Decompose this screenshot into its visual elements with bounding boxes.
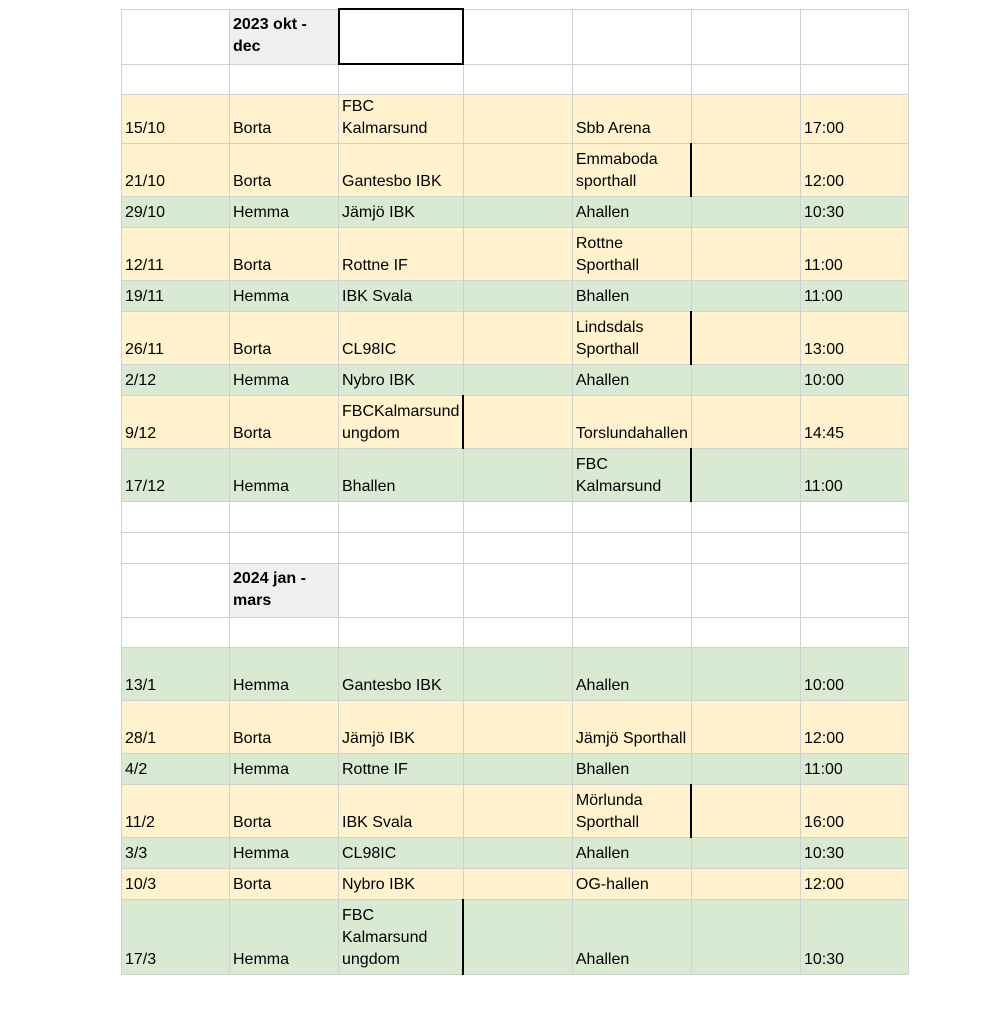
venue-cell[interactable]: Bhallen [572, 753, 691, 784]
time-cell[interactable]: 10:30 [800, 899, 908, 974]
venue-cell[interactable]: Ahallen [572, 196, 691, 227]
match-row [122, 311, 909, 364]
cell[interactable] [230, 64, 339, 94]
time-cell[interactable]: 10:30 [800, 837, 908, 868]
opponent-cell[interactable]: Gantesbo IBK [339, 647, 464, 700]
match-row [122, 196, 909, 227]
empty-row [122, 617, 909, 647]
opponent-cell[interactable]: FBCKalmarsund ungdom [339, 395, 464, 448]
cell[interactable] [572, 563, 691, 617]
cell[interactable] [572, 501, 691, 532]
opponent-cell[interactable]: Rottne IF [339, 227, 464, 280]
time-cell[interactable]: 16:00 [800, 784, 908, 837]
cell[interactable] [463, 563, 572, 617]
cell[interactable] [800, 617, 908, 647]
cell[interactable] [691, 563, 800, 617]
cell[interactable] [691, 196, 800, 227]
date-cell[interactable]: 11/2 [122, 784, 230, 837]
cell[interactable] [463, 532, 572, 563]
cell[interactable] [800, 9, 908, 64]
cell[interactable] [691, 647, 800, 700]
cell[interactable] [463, 395, 572, 448]
location-cell[interactable]: Borta [230, 784, 339, 837]
location-cell[interactable]: Borta [230, 143, 339, 196]
time-cell[interactable]: 12:00 [800, 700, 908, 753]
time-cell[interactable]: 14:45 [800, 395, 908, 448]
cell[interactable] [230, 617, 339, 647]
date-cell[interactable]: 19/11 [122, 280, 230, 311]
cell[interactable] [691, 64, 800, 94]
cell[interactable] [691, 280, 800, 311]
cell[interactable] [691, 227, 800, 280]
time-cell[interactable]: 10:00 [800, 364, 908, 395]
match-row [122, 448, 909, 501]
date-cell[interactable]: 10/3 [122, 868, 230, 899]
location-cell[interactable]: Borta [230, 227, 339, 280]
opponent-cell[interactable]: CL98IC [339, 311, 464, 364]
location-cell[interactable]: Hemma [230, 837, 339, 868]
schedule-sheet [121, 8, 909, 975]
cell[interactable] [122, 64, 230, 94]
time-cell[interactable]: 11:00 [800, 448, 908, 501]
opponent-cell[interactable]: FBC Kalmarsund [339, 94, 464, 143]
cell[interactable] [691, 899, 800, 974]
time-cell[interactable]: 11:00 [800, 227, 908, 280]
venue-cell[interactable]: Ahallen [572, 837, 691, 868]
location-cell[interactable]: Hemma [230, 647, 339, 700]
opponent-cell[interactable]: FBC Kalmarsund ungdom [339, 899, 464, 974]
match-row [122, 899, 909, 974]
time-cell[interactable]: 10:00 [800, 647, 908, 700]
cell[interactable] [691, 143, 800, 196]
cell[interactable] [691, 9, 800, 64]
venue-cell[interactable]: FBC Kalmarsund [572, 448, 691, 501]
section-header-2023[interactable]: 2023 okt - dec [230, 9, 339, 64]
cell[interactable] [339, 501, 464, 532]
cell[interactable] [463, 227, 572, 280]
cell[interactable] [800, 64, 908, 94]
location-cell[interactable]: Hemma [230, 448, 339, 501]
match-row [122, 143, 909, 196]
venue-cell[interactable]: Jämjö Sporthall [572, 700, 691, 753]
empty-row [122, 532, 909, 563]
match-row [122, 227, 909, 280]
cell[interactable] [800, 563, 908, 617]
date-cell[interactable]: 2/12 [122, 364, 230, 395]
date-cell[interactable]: 28/1 [122, 700, 230, 753]
cell[interactable] [691, 837, 800, 868]
venue-cell[interactable]: Emmaboda sporthall [572, 143, 691, 196]
cell[interactable] [691, 868, 800, 899]
date-cell[interactable]: 4/2 [122, 753, 230, 784]
venue-cell[interactable]: Sbb Arena [572, 94, 691, 143]
time-cell[interactable]: 10:30 [800, 196, 908, 227]
opponent-cell[interactable]: Nybro IBK [339, 364, 464, 395]
cell[interactable] [572, 64, 691, 94]
cell[interactable] [463, 868, 572, 899]
cell[interactable] [800, 501, 908, 532]
cell[interactable] [463, 647, 572, 700]
location-cell[interactable]: Hemma [230, 364, 339, 395]
cell[interactable] [691, 753, 800, 784]
cell[interactable] [463, 311, 572, 364]
cell[interactable] [122, 563, 230, 617]
cell[interactable] [691, 94, 800, 143]
cell[interactable] [463, 837, 572, 868]
empty-row [122, 501, 909, 532]
match-row [122, 280, 909, 311]
selected-cell[interactable] [339, 9, 464, 64]
match-row [122, 364, 909, 395]
date-cell[interactable]: 29/10 [122, 196, 230, 227]
opponent-cell[interactable]: Gantesbo IBK [339, 143, 464, 196]
cell[interactable] [463, 280, 572, 311]
location-cell[interactable]: Borta [230, 395, 339, 448]
cell[interactable] [463, 196, 572, 227]
location-cell[interactable]: Hemma [230, 196, 339, 227]
cell[interactable] [800, 532, 908, 563]
cell[interactable] [691, 364, 800, 395]
match-row [122, 837, 909, 868]
opponent-cell[interactable]: IBK Svala [339, 280, 464, 311]
time-cell[interactable]: 13:00 [800, 311, 908, 364]
cell[interactable] [463, 617, 572, 647]
date-cell[interactable]: 12/11 [122, 227, 230, 280]
cell[interactable] [463, 364, 572, 395]
cell[interactable] [691, 448, 800, 501]
location-cell[interactable]: Borta [230, 868, 339, 899]
cell[interactable] [463, 94, 572, 143]
cell[interactable] [122, 532, 230, 563]
cell[interactable] [691, 501, 800, 532]
opponent-cell[interactable]: IBK Svala [339, 784, 464, 837]
date-cell[interactable]: 15/10 [122, 94, 230, 143]
cell[interactable] [339, 64, 464, 94]
location-cell[interactable]: Borta [230, 311, 339, 364]
cell[interactable] [691, 617, 800, 647]
location-cell[interactable]: Hemma [230, 280, 339, 311]
venue-cell[interactable]: Mörlunda Sporthall [572, 784, 691, 837]
match-row [122, 868, 909, 899]
opponent-cell[interactable]: Bhallen [339, 448, 464, 501]
match-row [122, 647, 909, 700]
time-cell[interactable]: 12:00 [800, 143, 908, 196]
cell[interactable] [230, 501, 339, 532]
location-cell[interactable]: Borta [230, 94, 339, 143]
section-header-row [122, 9, 909, 64]
venue-cell[interactable]: Ahallen [572, 364, 691, 395]
opponent-cell[interactable]: Jämjö IBK [339, 196, 464, 227]
time-cell[interactable]: 12:00 [800, 868, 908, 899]
location-cell[interactable]: Hemma [230, 753, 339, 784]
opponent-cell[interactable]: Jämjö IBK [339, 700, 464, 753]
venue-cell[interactable]: OG-hallen [572, 868, 691, 899]
venue-cell[interactable]: Torslundahallen [572, 395, 691, 448]
venue-cell[interactable]: Ahallen [572, 899, 691, 974]
cell[interactable] [463, 143, 572, 196]
cell[interactable] [122, 501, 230, 532]
cell[interactable] [463, 753, 572, 784]
cell[interactable] [463, 700, 572, 753]
match-row [122, 753, 909, 784]
cell[interactable] [122, 9, 230, 64]
date-cell[interactable]: 17/12 [122, 448, 230, 501]
venue-cell[interactable]: Ahallen [572, 647, 691, 700]
venue-cell[interactable]: Bhallen [572, 280, 691, 311]
cell[interactable] [572, 9, 691, 64]
location-cell[interactable]: Hemma [230, 899, 339, 974]
cell[interactable] [691, 700, 800, 753]
date-cell[interactable]: 9/12 [122, 395, 230, 448]
cell[interactable] [691, 395, 800, 448]
cell[interactable] [463, 64, 572, 94]
match-row [122, 784, 909, 837]
cell[interactable] [339, 563, 464, 617]
cell[interactable] [463, 899, 572, 974]
date-cell[interactable]: 26/11 [122, 311, 230, 364]
cell[interactable] [339, 617, 464, 647]
cell[interactable] [691, 784, 800, 837]
cell[interactable] [691, 532, 800, 563]
date-cell[interactable]: 17/3 [122, 899, 230, 974]
date-cell[interactable]: 13/1 [122, 647, 230, 700]
venue-cell[interactable]: Rottne Sporthall [572, 227, 691, 280]
cell[interactable] [572, 532, 691, 563]
venue-cell[interactable]: Lindsdals Sporthall [572, 311, 691, 364]
date-cell[interactable]: 3/3 [122, 837, 230, 868]
cell[interactable] [463, 784, 572, 837]
cell[interactable] [339, 532, 464, 563]
empty-row [122, 64, 909, 94]
location-cell[interactable]: Borta [230, 700, 339, 753]
cell[interactable] [122, 617, 230, 647]
time-cell[interactable]: 17:00 [800, 94, 908, 143]
match-row [122, 94, 909, 143]
match-row [122, 395, 909, 448]
section-header-row [122, 563, 909, 617]
section-header-2024[interactable]: 2024 jan - mars [230, 563, 339, 617]
opponent-cell[interactable]: Rottne IF [339, 753, 464, 784]
cell[interactable] [572, 617, 691, 647]
time-cell[interactable]: 11:00 [800, 753, 908, 784]
time-cell[interactable]: 11:00 [800, 280, 908, 311]
match-row [122, 700, 909, 753]
opponent-cell[interactable]: CL98IC [339, 837, 464, 868]
cell[interactable] [691, 311, 800, 364]
cell[interactable] [230, 532, 339, 563]
cell[interactable] [463, 9, 572, 64]
opponent-cell[interactable]: Nybro IBK [339, 868, 464, 899]
date-cell[interactable]: 21/10 [122, 143, 230, 196]
cell[interactable] [463, 501, 572, 532]
cell[interactable] [463, 448, 572, 501]
